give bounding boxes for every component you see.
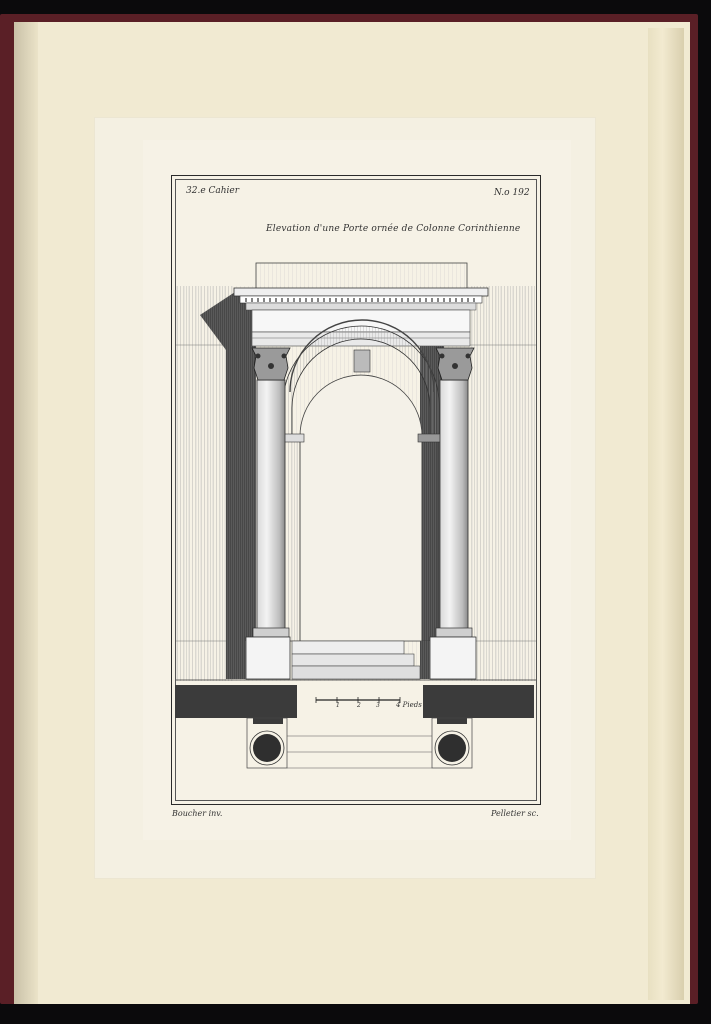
door-opening (300, 375, 422, 641)
scale-unit-label: 4 Pieds (396, 701, 422, 709)
attic-block (256, 263, 467, 290)
keystone (354, 350, 370, 372)
left-column-shaft (257, 380, 285, 630)
right-pedestal (430, 637, 476, 679)
left-pier (226, 346, 256, 642)
plate-title: Elevation d'une Porte ornée de Colonne Corinthienne (266, 224, 521, 234)
step-1 (292, 641, 404, 654)
cahier-label: 32.e Cahier (186, 186, 240, 196)
right-column-base (436, 628, 472, 637)
cornice-top (234, 288, 488, 296)
right-jamb (422, 440, 438, 641)
left-pedestal (246, 637, 290, 679)
designer-credit: Boucher inv. (172, 809, 223, 818)
step-2 (292, 654, 414, 666)
plan-wall-right (423, 685, 534, 718)
plan-left-column (253, 734, 281, 762)
plate-number: N.o 192 (494, 188, 530, 198)
scale-tick-1: 1 (336, 702, 340, 709)
engraver-credit: Pelletier sc. (491, 809, 539, 818)
scale-tick-3: 3 (376, 702, 380, 709)
left-jamb (284, 440, 300, 641)
right-column-shaft (440, 380, 468, 630)
left-column-base (253, 628, 289, 637)
step-3 (292, 666, 420, 679)
plan-right-column (438, 734, 466, 762)
plan-wall-left (175, 685, 297, 718)
cornice-molding (246, 303, 476, 310)
scale-tick-2: 2 (357, 702, 361, 709)
